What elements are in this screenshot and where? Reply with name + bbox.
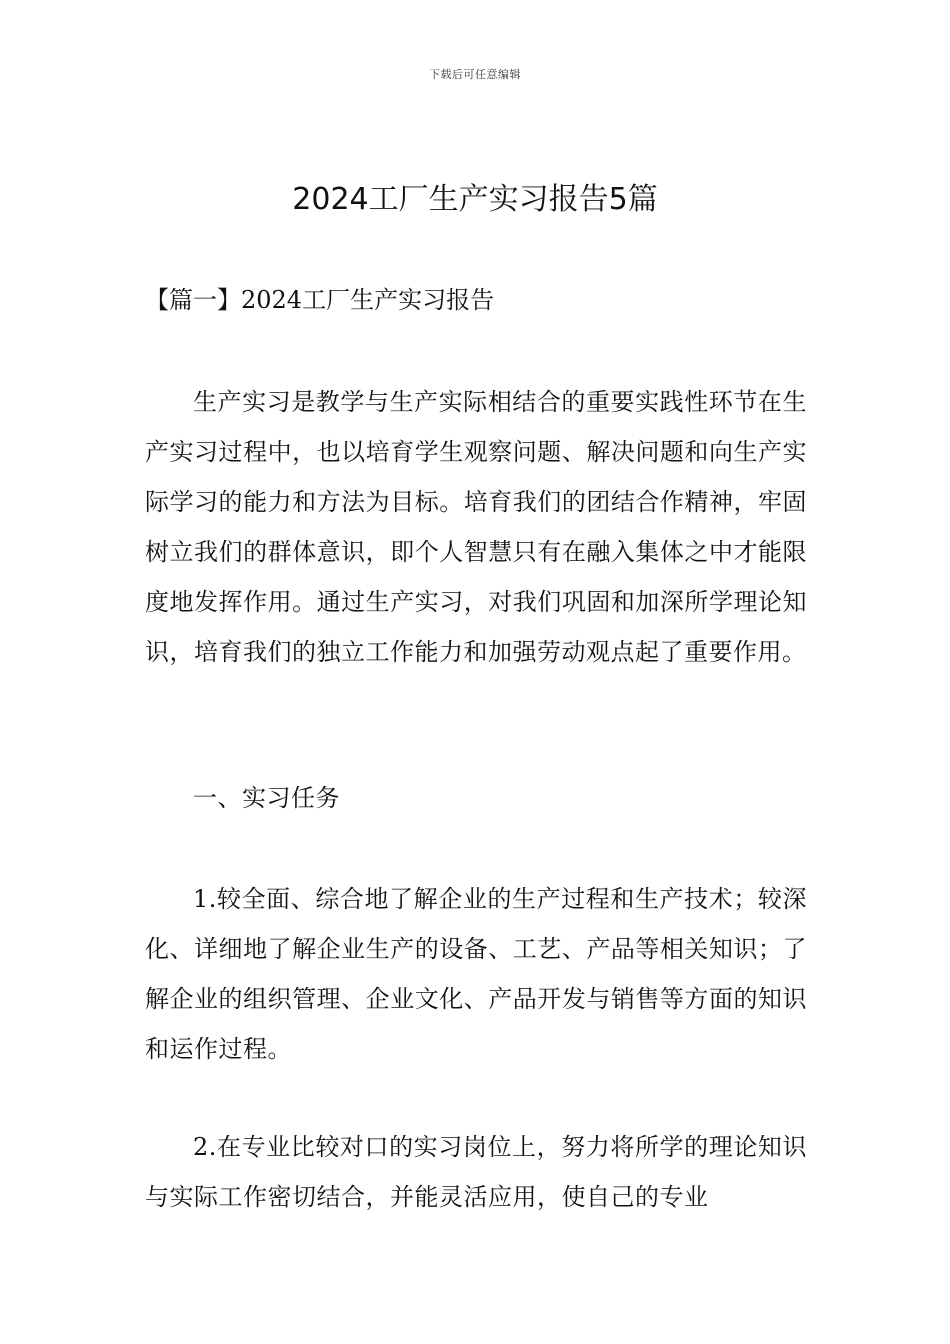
document-title: 2024工厂生产实习报告5篇 <box>292 182 658 217</box>
paragraph-intro: 生产实习是教学与生产实际相结合的重要实践性环节在生产实习过程中，也以培育学生观察问题、解决问题和向生产实际学习的能力和方法为目标。培育我们的团结合作精神，牢固树立我们的群体意识，即个人智慧只有在融入集体之中才能限度地发挥作用。通过生产实习，对我们巩固和加深所学理论知识，培育我们的独立工作能力和加强劳动观点起了重要作用。 <box>145 388 807 666</box>
subheading-internship-tasks: 一、实习任务 <box>193 784 340 812</box>
section-heading: 【篇一】2024工厂生产实习报告 <box>145 286 495 314</box>
paragraph-task-1: 1.较全面、综合地了解企业的生产过程和生产技术；较深化、详细地了解企业生产的设备、工艺、产品等相关知识；了解企业的组织管理、企业文化、产品开发与销售等方面的知识和运作过程。 <box>145 885 807 1063</box>
paragraph-task-2: 2.在专业比较对口的实习岗位上，努力将所学的理论知识与实际工作密切结合，并能灵活应用，使自己的专业 <box>145 1133 807 1211</box>
header-note: 下载后可任意编辑 <box>429 68 521 81</box>
